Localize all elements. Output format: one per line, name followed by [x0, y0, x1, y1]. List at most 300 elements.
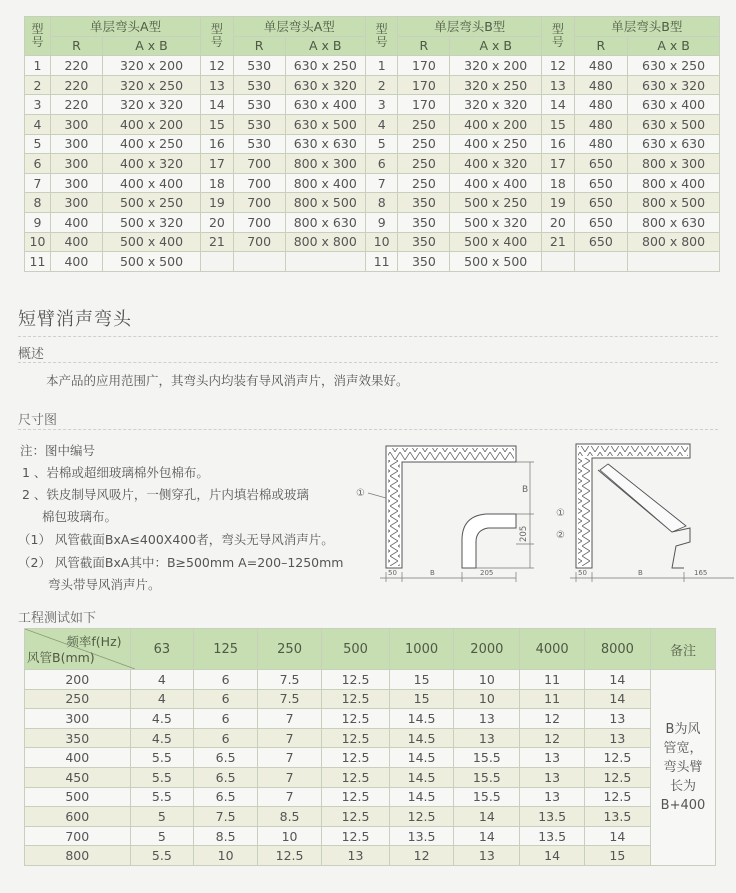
attenuation-cell: 13.5 — [389, 826, 453, 846]
elbow-spec-body — [25, 56, 720, 272]
table-cell-r: 700 — [233, 212, 285, 232]
table-cell-r: 480 — [574, 95, 628, 115]
table-cell-axb: 500 x 500 — [450, 252, 542, 272]
table-cell-r: 530 — [233, 56, 285, 76]
col-r: R — [50, 36, 102, 56]
overview-text: 本产品的应用范围广，其弯头内均装有导风消声片，消声效果好。 — [46, 373, 409, 388]
attenuation-cell: 14 — [584, 670, 650, 690]
attenuation-cell: 10 — [194, 846, 258, 866]
table-cell-r: 300 — [50, 134, 102, 154]
table-cell-no: 20 — [201, 212, 233, 232]
attenuation-cell: 8.5 — [258, 807, 322, 827]
table-cell-r: 480 — [574, 134, 628, 154]
table-cell-r: 220 — [50, 56, 102, 76]
table-cell-axb: 500 x 400 — [102, 232, 200, 252]
table-cell-r: 530 — [233, 95, 285, 115]
table-cell-no: 17 — [201, 154, 233, 174]
elbow-b-drawing — [570, 444, 734, 582]
corner-freq-label: 频率f(Hz) — [66, 634, 122, 649]
table-cell-r: 220 — [50, 75, 102, 95]
col-type-number: 型 号 — [201, 17, 233, 56]
table-cell-no: 8 — [365, 193, 397, 213]
table-cell-no: 4 — [365, 114, 397, 134]
dimension-label: 尺寸图 — [18, 413, 58, 428]
attenuation-cell: 13 — [520, 767, 584, 787]
table-row — [25, 689, 716, 709]
table-cell-axb: 630 x 630 — [285, 134, 365, 154]
attenuation-cell: 5.5 — [130, 787, 194, 807]
table-cell-r — [233, 252, 285, 272]
duct-size-cell: 350 — [25, 728, 131, 748]
attenuation-cell: 12.5 — [322, 787, 390, 807]
col-axb: A x B — [628, 36, 720, 56]
table-row — [25, 826, 716, 846]
table-cell-r: 700 — [233, 232, 285, 252]
table-cell-axb: 320 x 250 — [102, 75, 200, 95]
table-cell-no: 13 — [542, 75, 574, 95]
table-cell-no: 9 — [25, 212, 51, 232]
table-cell-r: 300 — [50, 114, 102, 134]
attenuation-cell: 12.5 — [584, 787, 650, 807]
table-cell-axb: 630 x 320 — [628, 75, 720, 95]
attenuation-cell: 13.5 — [584, 807, 650, 827]
table-cell-axb: 400 x 200 — [450, 114, 542, 134]
attenuation-cell: 15 — [389, 670, 453, 690]
attenuation-cell: 12.5 — [322, 670, 390, 690]
table-cell-r: 700 — [233, 193, 285, 213]
duct-size-cell: 200 — [25, 670, 131, 690]
attenuation-cell: 5 — [130, 826, 194, 846]
attenuation-cell: 15.5 — [454, 767, 520, 787]
attenuation-cell: 14 — [584, 826, 650, 846]
table-cell-r: 300 — [50, 173, 102, 193]
table-cell-axb: 630 x 630 — [628, 134, 720, 154]
attenuation-cell: 4 — [130, 689, 194, 709]
acoustic-test-table — [24, 628, 716, 866]
table-row — [25, 75, 720, 95]
note-cond-2: （2） 风管截面BxA其中：B≥500mm A=200–1250mm — [18, 555, 344, 570]
table-cell-r: 700 — [233, 154, 285, 174]
table-row — [25, 807, 716, 827]
attenuation-cell: 13 — [520, 748, 584, 768]
table-cell-no: 9 — [365, 212, 397, 232]
attenuation-cell: 15.5 — [454, 748, 520, 768]
attenuation-cell: 12 — [389, 846, 453, 866]
table-cell-r: 650 — [574, 212, 628, 232]
attenuation-cell: 10 — [454, 670, 520, 690]
table-cell-axb: 400 x 400 — [102, 173, 200, 193]
table-cell-r: 350 — [398, 232, 450, 252]
freq-500: 500 — [322, 629, 390, 670]
corner-duct-label: 风管B(mm) — [27, 650, 95, 665]
table-cell-r: 220 — [50, 95, 102, 115]
col-r: R — [233, 36, 285, 56]
attenuation-cell: 14.5 — [389, 748, 453, 768]
col-axb: A x B — [102, 36, 200, 56]
attenuation-cell: 6.5 — [194, 767, 258, 787]
attenuation-cell: 5.5 — [130, 846, 194, 866]
attenuation-cell: 12.5 — [584, 767, 650, 787]
col-r: R — [574, 36, 628, 56]
table-cell-axb: 400 x 200 — [102, 114, 200, 134]
table-cell-axb: 630 x 250 — [285, 56, 365, 76]
elbow-a-drawing — [368, 446, 534, 582]
table-row — [25, 767, 716, 787]
table-cell-no: 16 — [542, 134, 574, 154]
attenuation-cell: 6 — [194, 670, 258, 690]
attenuation-cell: 14.5 — [389, 709, 453, 729]
attenuation-cell: 7 — [258, 728, 322, 748]
table-row — [25, 56, 720, 76]
attenuation-cell: 7.5 — [194, 807, 258, 827]
table-row — [25, 134, 720, 154]
table-cell-r: 530 — [233, 75, 285, 95]
attenuation-cell: 14 — [454, 807, 520, 827]
table-cell-no: 1 — [25, 56, 51, 76]
table-cell-r: 480 — [574, 56, 628, 76]
table-cell-no: 3 — [25, 95, 51, 115]
table-row — [25, 173, 720, 193]
table-row — [25, 252, 720, 272]
table-cell-no: 6 — [25, 154, 51, 174]
attenuation-cell: 12.5 — [322, 728, 390, 748]
table-row — [25, 193, 720, 213]
table-cell-axb: 500 x 320 — [450, 212, 542, 232]
table-cell-axb: 400 x 320 — [450, 154, 542, 174]
table-cell-r: 530 — [233, 134, 285, 154]
table-cell-r: 400 — [50, 232, 102, 252]
table-row — [25, 114, 720, 134]
attenuation-cell: 13 — [520, 787, 584, 807]
table-cell-r: 350 — [398, 252, 450, 272]
section-title: 短臂消声弯头 — [18, 309, 132, 330]
table-cell-axb: 630 x 500 — [285, 114, 365, 134]
freq-63: 63 — [130, 629, 194, 670]
attenuation-cell: 12.5 — [322, 767, 390, 787]
table-row — [25, 748, 716, 768]
table-cell-axb: 320 x 200 — [102, 56, 200, 76]
table-cell-axb: 400 x 320 — [102, 154, 200, 174]
attenuation-cell: 12 — [520, 728, 584, 748]
freq-8000: 8000 — [584, 629, 650, 670]
table-cell-no: 5 — [365, 134, 397, 154]
duct-size-cell: 400 — [25, 748, 131, 768]
table-cell-axb: 500 x 250 — [102, 193, 200, 213]
table-cell-r: 650 — [574, 232, 628, 252]
table-cell-no: 1 — [365, 56, 397, 76]
dim-50-label: 50 — [388, 569, 397, 577]
table-cell-r: 300 — [50, 193, 102, 213]
attenuation-cell: 11 — [520, 670, 584, 690]
note-item-1: 1 、岩棉或超细玻璃棉外包棉布。 — [22, 465, 209, 480]
dimension-diagram — [350, 436, 736, 586]
attenuation-cell: 14.5 — [389, 767, 453, 787]
group-b-header-left: 单层弯头B型 — [398, 17, 542, 37]
col-r: R — [398, 36, 450, 56]
table-cell-axb: 800 x 630 — [285, 212, 365, 232]
table-cell-axb: 800 x 400 — [285, 173, 365, 193]
table-cell-no: 12 — [201, 56, 233, 76]
group-b-header-right: 单层弯头B型 — [574, 17, 719, 37]
remark-line: B+400 — [660, 797, 706, 813]
attenuation-cell: 13 — [584, 728, 650, 748]
attenuation-cell: 6 — [194, 709, 258, 729]
attenuation-cell: 7.5 — [258, 689, 322, 709]
table-cell-axb: 800 x 400 — [628, 173, 720, 193]
table-cell-r: 170 — [398, 95, 450, 115]
freq-1000: 1000 — [389, 629, 453, 670]
table-cell-no: 11 — [365, 252, 397, 272]
col-axb: A x B — [450, 36, 542, 56]
attenuation-cell: 13.5 — [520, 807, 584, 827]
attenuation-cell: 4.5 — [130, 728, 194, 748]
attenuation-cell: 15.5 — [454, 787, 520, 807]
dim-205-label: 205 — [519, 525, 529, 542]
table-cell-r: 530 — [233, 114, 285, 134]
remark-line: B为风 — [665, 721, 701, 737]
table-cell-no: 14 — [201, 95, 233, 115]
freq-250: 250 — [258, 629, 322, 670]
attenuation-cell: 4.5 — [130, 709, 194, 729]
attenuation-cell: 7 — [258, 767, 322, 787]
table-cell-axb: 630 x 500 — [628, 114, 720, 134]
table-cell-axb: 500 x 500 — [102, 252, 200, 272]
callout-1-mid: ① — [556, 508, 565, 519]
group-a-header-right: 单层弯头A型 — [233, 17, 365, 37]
attenuation-cell: 11 — [520, 689, 584, 709]
table-row — [25, 709, 716, 729]
table-cell-axb: 630 x 400 — [628, 95, 720, 115]
table-cell-no: 4 — [25, 114, 51, 134]
table-cell-r — [574, 252, 628, 272]
table-cell-axb: 500 x 250 — [450, 193, 542, 213]
attenuation-cell: 15 — [584, 846, 650, 866]
table-cell-no: 14 — [542, 95, 574, 115]
col-type-number: 型 号 — [25, 17, 51, 56]
table-cell-no: 18 — [542, 173, 574, 193]
freq-4000: 4000 — [520, 629, 584, 670]
attenuation-cell: 14 — [520, 846, 584, 866]
attenuation-cell: 14.5 — [389, 787, 453, 807]
table-cell-no: 21 — [201, 232, 233, 252]
duct-size-cell: 250 — [25, 689, 131, 709]
table-row — [25, 212, 720, 232]
attenuation-cell: 14 — [454, 826, 520, 846]
table-cell-no: 16 — [201, 134, 233, 154]
callout-2-mid: ② — [556, 530, 565, 541]
table-cell-axb: 800 x 800 — [285, 232, 365, 252]
attenuation-cell: 13 — [584, 709, 650, 729]
table-cell-r: 480 — [574, 114, 628, 134]
table-cell-r: 170 — [398, 56, 450, 76]
attenuation-cell: 12.5 — [584, 748, 650, 768]
note-item-2-cont: 棉包玻璃布。 — [42, 509, 118, 524]
table-cell-axb: 500 x 320 — [102, 212, 200, 232]
col-type-number: 型 号 — [365, 17, 397, 56]
attenuation-cell: 12.5 — [322, 807, 390, 827]
attenuation-cell: 7.5 — [258, 670, 322, 690]
table-cell-no: 2 — [365, 75, 397, 95]
table-cell-r: 170 — [398, 75, 450, 95]
table-cell-axb: 320 x 200 — [450, 56, 542, 76]
right-165-label: 165 — [694, 569, 708, 577]
table-cell-no: 17 — [542, 154, 574, 174]
table-cell-r: 650 — [574, 154, 628, 174]
divider — [18, 429, 718, 430]
table-cell-r: 250 — [398, 134, 450, 154]
acoustic-test-body — [25, 670, 716, 866]
duct-size-cell: 500 — [25, 787, 131, 807]
overview-label: 概述 — [18, 347, 45, 362]
col-type-number: 型 号 — [542, 17, 574, 56]
attenuation-cell: 13 — [322, 846, 390, 866]
table-cell-r: 300 — [50, 154, 102, 174]
attenuation-cell: 7 — [258, 748, 322, 768]
table-cell-axb: 320 x 250 — [450, 75, 542, 95]
table-cell-axb: 800 x 630 — [628, 212, 720, 232]
table-cell-r: 350 — [398, 212, 450, 232]
table-cell-no: 21 — [542, 232, 574, 252]
table-cell-no: 7 — [365, 173, 397, 193]
table-cell-axb: 400 x 400 — [450, 173, 542, 193]
freq-125: 125 — [194, 629, 258, 670]
table-cell-axb: 400 x 250 — [102, 134, 200, 154]
attenuation-cell: 13.5 — [520, 826, 584, 846]
group-a-header-left: 单层弯头A型 — [50, 17, 200, 37]
attenuation-cell: 14.5 — [389, 728, 453, 748]
attenuation-cell: 12.5 — [258, 846, 322, 866]
attenuation-cell: 15 — [389, 689, 453, 709]
table-cell-axb: 630 x 320 — [285, 75, 365, 95]
remark-line: 管宽， — [663, 740, 703, 756]
duct-size-cell: 450 — [25, 767, 131, 787]
table-cell-r: 350 — [398, 193, 450, 213]
attenuation-cell: 5 — [130, 807, 194, 827]
table-cell-no: 18 — [201, 173, 233, 193]
table-row — [25, 787, 716, 807]
attenuation-cell: 6 — [194, 728, 258, 748]
freq-2000: 2000 — [454, 629, 520, 670]
table-cell-axb: 800 x 300 — [285, 154, 365, 174]
table-cell-r: 700 — [233, 173, 285, 193]
elbow-spec-table — [24, 16, 720, 272]
table-row — [25, 670, 716, 690]
table-cell-no — [201, 252, 233, 272]
table-cell-r: 250 — [398, 154, 450, 174]
note-heading: 注：图中编号 — [20, 443, 96, 458]
note-cond-1: （1） 风管截面BxA≤400X400者，弯头无导风消声片。 — [18, 532, 334, 547]
table-cell-no: 3 — [365, 95, 397, 115]
attenuation-cell: 7 — [258, 787, 322, 807]
table-row — [25, 95, 720, 115]
table-cell-no: 10 — [365, 232, 397, 252]
divider — [18, 336, 718, 337]
remark-line: 长为 — [669, 778, 696, 794]
table-cell-no: 19 — [542, 193, 574, 213]
table-cell-no: 12 — [542, 56, 574, 76]
col-axb: A x B — [285, 36, 365, 56]
table-cell-no: 7 — [25, 173, 51, 193]
table-cell-no: 15 — [542, 114, 574, 134]
attenuation-cell: 14 — [584, 689, 650, 709]
attenuation-cell: 12.5 — [322, 709, 390, 729]
table-cell-no: 6 — [365, 154, 397, 174]
table-cell-no: 15 — [201, 114, 233, 134]
table-cell-axb: 630 x 400 — [285, 95, 365, 115]
table-cell-axb: 320 x 320 — [450, 95, 542, 115]
attenuation-cell: 10 — [258, 826, 322, 846]
attenuation-cell: 10 — [454, 689, 520, 709]
callout-1: ① — [356, 488, 365, 499]
test-label: 工程测试如下 — [18, 611, 97, 626]
duct-size-cell: 300 — [25, 709, 131, 729]
table-cell-no — [542, 252, 574, 272]
table-cell-r: 480 — [574, 75, 628, 95]
attenuation-cell: 13 — [454, 846, 520, 866]
note-item-2: 2 、铁皮制导风吸片，一侧穿孔，片内填岩棉或玻璃 — [22, 487, 309, 502]
attenuation-cell: 4 — [130, 670, 194, 690]
table-cell-no: 5 — [25, 134, 51, 154]
table-cell-no: 13 — [201, 75, 233, 95]
remark-line: 弯头臂 — [663, 759, 703, 775]
table-row — [25, 154, 720, 174]
duct-size-cell: 700 — [25, 826, 131, 846]
right-50-label: 50 — [578, 569, 587, 577]
table-cell-no: 2 — [25, 75, 51, 95]
attenuation-cell: 13 — [454, 728, 520, 748]
attenuation-cell: 12.5 — [322, 689, 390, 709]
duct-size-cell: 800 — [25, 846, 131, 866]
divider — [18, 362, 718, 363]
table-cell-r: 400 — [50, 252, 102, 272]
note-cond-2-cont: 弯头带导风消声片。 — [48, 577, 161, 592]
table-cell-axb: 400 x 250 — [450, 134, 542, 154]
attenuation-cell: 5.5 — [130, 767, 194, 787]
table-row — [25, 232, 720, 252]
table-cell-axb: 630 x 250 — [628, 56, 720, 76]
table-cell-axb — [285, 252, 365, 272]
dim-b-label: B — [522, 485, 529, 495]
attenuation-cell: 8.5 — [194, 826, 258, 846]
table-cell-axb: 320 x 320 — [102, 95, 200, 115]
remark-cell — [650, 670, 715, 866]
table-cell-r: 250 — [398, 173, 450, 193]
attenuation-cell: 12.5 — [322, 826, 390, 846]
remark-header: 备注 — [650, 629, 715, 670]
table-cell-no: 11 — [25, 252, 51, 272]
attenuation-cell: 6.5 — [194, 787, 258, 807]
attenuation-cell: 6.5 — [194, 748, 258, 768]
table-cell-axb: 800 x 800 — [628, 232, 720, 252]
attenuation-cell: 12.5 — [389, 807, 453, 827]
dim-205-bottom-label: 205 — [480, 569, 494, 577]
table-cell-axb — [628, 252, 720, 272]
table-cell-axb: 800 x 500 — [285, 193, 365, 213]
table-cell-axb: 800 x 500 — [628, 193, 720, 213]
table-cell-r: 400 — [50, 212, 102, 232]
corner-header — [25, 629, 131, 670]
table-cell-r: 250 — [398, 114, 450, 134]
table-row — [25, 846, 716, 866]
table-cell-no: 20 — [542, 212, 574, 232]
attenuation-cell: 5.5 — [130, 748, 194, 768]
table-cell-r: 650 — [574, 173, 628, 193]
attenuation-cell: 13 — [454, 709, 520, 729]
table-cell-axb: 800 x 300 — [628, 154, 720, 174]
table-cell-no: 19 — [201, 193, 233, 213]
dim-b-bottom-label: B — [430, 569, 435, 577]
table-cell-no: 10 — [25, 232, 51, 252]
